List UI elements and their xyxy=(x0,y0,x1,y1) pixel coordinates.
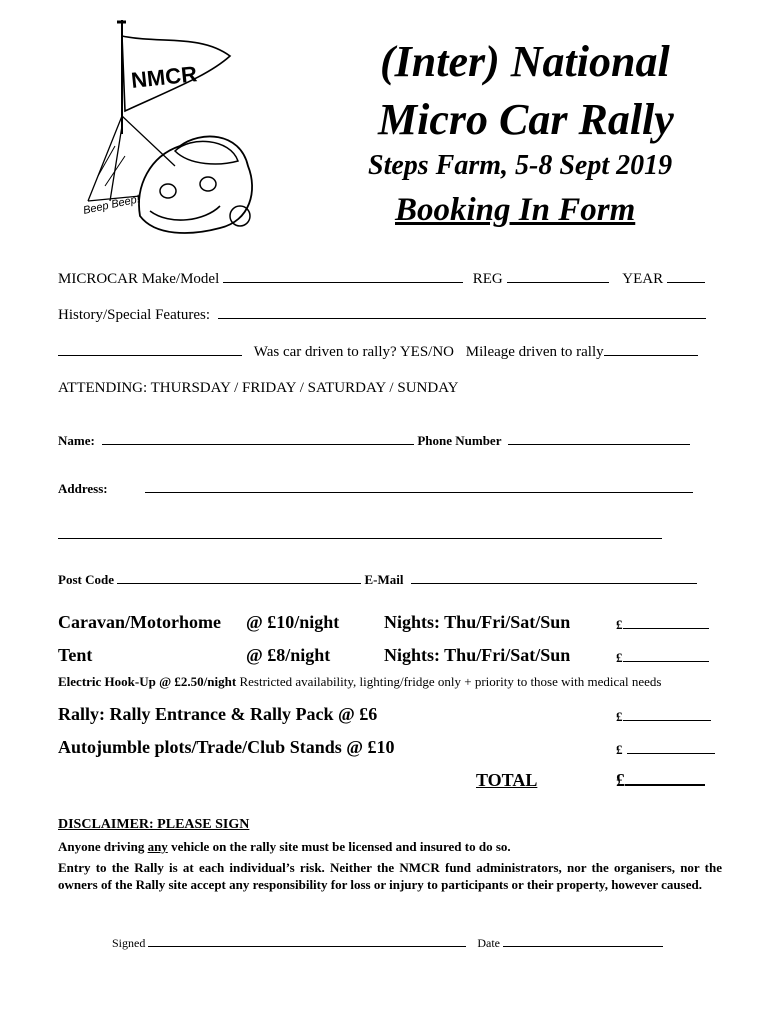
email-field[interactable] xyxy=(411,571,697,584)
nmcr-logo xyxy=(80,16,280,246)
currency-symbol: £ xyxy=(616,650,623,665)
signature-field[interactable] xyxy=(148,934,466,947)
total-label: TOTAL xyxy=(476,770,538,790)
date-field[interactable] xyxy=(503,934,663,947)
reg-field[interactable] xyxy=(507,270,609,283)
title-line-2: Micro Car Rally xyxy=(378,95,674,144)
currency-symbol: £ xyxy=(616,742,623,757)
electric-row xyxy=(58,674,662,690)
address-field-2[interactable] xyxy=(58,528,662,539)
logo-flag-text: NMCR xyxy=(129,61,199,93)
disclaimer-line-1 xyxy=(58,839,511,855)
total-amount-field[interactable] xyxy=(625,772,705,786)
history-label: History/Special Features: xyxy=(58,307,211,323)
rally-amount xyxy=(616,708,711,725)
disclaimer-line-1-post: vehicle on the rally site must be licensed and insured to do so. xyxy=(167,839,511,854)
date-label: Date xyxy=(477,936,500,950)
autojumble-amount xyxy=(616,741,715,758)
form-title: Booking In Form xyxy=(395,192,636,228)
phone-label: Phone Number xyxy=(417,433,502,448)
history-field[interactable] xyxy=(218,306,706,319)
caravan-nights: Nights: Thu/Fri/Sat/Sun xyxy=(384,612,571,632)
caravan-price: @ £10/night xyxy=(246,612,340,632)
caravan-amount xyxy=(616,616,709,633)
address-field-1[interactable] xyxy=(145,480,693,493)
disclaimer-paragraph: Entry to the Rally is at each individual’s risk. Neither the NMCR fund administrators, nor the organisers, nor the owners of the Rally site accept any responsibility for loss or injury to participants or their property, however caused. xyxy=(58,860,722,892)
name-row xyxy=(58,432,690,449)
make-model-label: MICROCAR Make/Model xyxy=(58,271,220,287)
signed-label: Signed xyxy=(112,936,146,950)
rally-amount-field[interactable] xyxy=(623,708,711,721)
disclaimer-line-1-pre: Anyone driving xyxy=(58,839,148,854)
phone-field[interactable] xyxy=(508,432,690,445)
autojumble-amount-field[interactable] xyxy=(627,741,715,754)
autojumble-label: Autojumble plots/Trade/Club Stands @ £10 xyxy=(58,737,395,757)
email-label: E-Mail xyxy=(364,572,404,587)
electric-label: Electric Hook-Up @ £2.50/night xyxy=(58,674,237,689)
reg-label: REG xyxy=(472,271,503,287)
postcode-field[interactable] xyxy=(117,571,361,584)
electric-note: Restricted availability, lighting/fridge only + priority to those with medical needs xyxy=(239,674,662,689)
title-line-1: (Inter) National xyxy=(380,37,670,86)
mileage-label: Mileage driven to rally xyxy=(465,344,604,360)
tent-label: Tent xyxy=(58,645,93,665)
driven-question: Was car driven to rally? YES/NO xyxy=(253,344,455,360)
tent-amount-field[interactable] xyxy=(623,649,709,662)
caravan-label: Caravan/Motorhome xyxy=(58,612,221,632)
postcode-label: Post Code xyxy=(58,572,114,587)
venue-date: Steps Farm, 5-8 Sept 2019 xyxy=(368,150,673,181)
make-model-row xyxy=(58,270,705,288)
tent-amount xyxy=(616,649,709,666)
name-label: Name: xyxy=(58,433,95,448)
year-field[interactable] xyxy=(667,270,705,283)
make-model-field[interactable] xyxy=(223,270,463,283)
history-field-continued[interactable] xyxy=(58,343,242,356)
attending-days: ATTENDING: THURSDAY / FRIDAY / SATURDAY / SUNDAY xyxy=(58,380,459,396)
total-amount xyxy=(616,770,705,791)
tent-price: @ £8/night xyxy=(246,645,331,665)
disclaimer-heading: DISCLAIMER: PLEASE SIGN xyxy=(58,817,250,832)
caravan-amount-field[interactable] xyxy=(623,616,709,629)
currency-symbol: £ xyxy=(616,709,623,724)
address-label: Address: xyxy=(58,481,108,496)
rally-label: Rally: Rally Entrance & Rally Pack @ £6 xyxy=(58,704,378,724)
driven-row xyxy=(58,343,698,361)
signature-row xyxy=(112,934,663,951)
logo-beep-text: Beep Beep! xyxy=(82,193,141,217)
mileage-field[interactable] xyxy=(604,343,698,356)
address-row xyxy=(58,480,693,497)
disclaimer-any: any xyxy=(147,839,168,854)
currency-symbol: £ xyxy=(616,770,625,790)
name-field[interactable] xyxy=(102,432,414,445)
tent-nights: Nights: Thu/Fri/Sat/Sun xyxy=(384,645,571,665)
history-row xyxy=(58,306,706,324)
year-label: YEAR xyxy=(622,271,664,287)
currency-symbol: £ xyxy=(616,617,623,632)
postcode-row xyxy=(58,571,697,588)
